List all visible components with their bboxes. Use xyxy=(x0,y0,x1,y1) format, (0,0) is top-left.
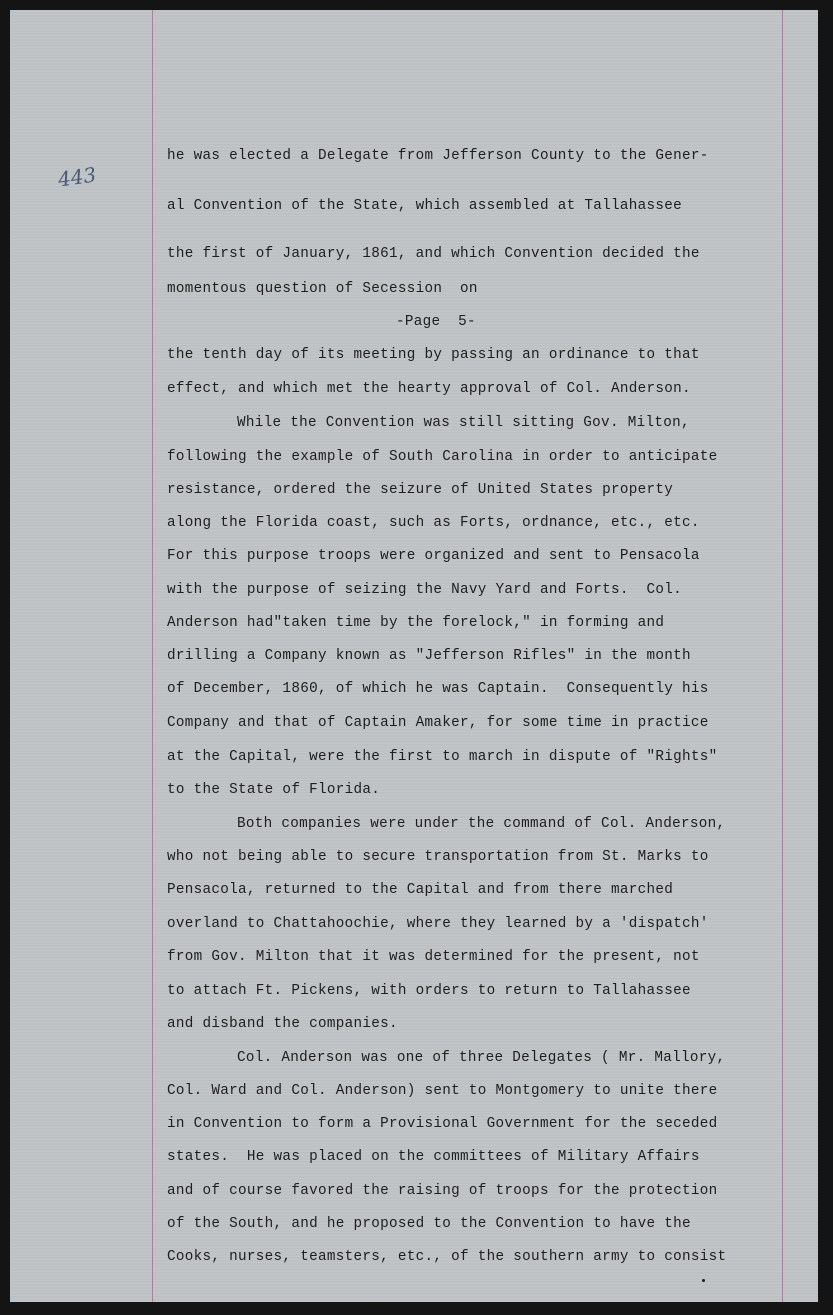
text-line: momentous question of Secession on xyxy=(167,281,478,297)
text-line: the first of January, 1861, and which Convention decided the xyxy=(167,246,700,262)
text-line: al Convention of the State, which assembled at Tallahassee xyxy=(167,198,683,214)
text-line: following the example of South Carolina in order to anticipate xyxy=(167,449,718,465)
text-line: resistance, ordered the seizure of United States property xyxy=(167,482,674,498)
text-line: at the Capital, were the first to march in dispute of "Rights" xyxy=(167,749,718,765)
text-line: of December, 1860, of which he was Captain. Consequently his xyxy=(167,681,709,697)
handwritten-page-number: 443 xyxy=(56,162,98,192)
text-line: Company and that of Captain Amaker, for some time in practice xyxy=(167,715,709,731)
text-line: Col. Anderson was one of three Delegates ( Mr. Mallory, xyxy=(237,1050,726,1066)
text-line: effect, and which met the hearty approval of Col. Anderson. xyxy=(167,381,691,397)
left-margin-rule xyxy=(152,10,153,1302)
text-line: of the South, and he proposed to the Convention to have the xyxy=(167,1216,691,1232)
text-line: Cooks, nurses, teamsters, etc., of the southern army to consist xyxy=(167,1249,727,1265)
text-line: and disband the companies. xyxy=(167,1016,398,1032)
text-line: Anderson had"taken time by the forelock," in forming and xyxy=(167,615,665,631)
text-line: and of course favored the raising of troops for the protection xyxy=(167,1183,718,1199)
text-line: in Convention to form a Provisional Government for the seceded xyxy=(167,1116,718,1132)
text-line: from Gov. Milton that it was determined for the present, not xyxy=(167,949,700,965)
text-line: with the purpose of seizing the Navy Yard and Forts. Col. xyxy=(167,582,683,598)
text-line: While the Convention was still sitting Gov. Milton, xyxy=(237,415,690,431)
ink-dot xyxy=(702,1279,705,1282)
right-margin-rule xyxy=(782,10,783,1302)
text-line: who not being able to secure transportation from St. Marks to xyxy=(167,849,709,865)
text-line: Pensacola, returned to the Capital and from there marched xyxy=(167,882,674,898)
text-line: the tenth day of its meeting by passing an ordinance to that xyxy=(167,347,700,363)
text-line: For this purpose troops were organized and sent to Pensacola xyxy=(167,548,700,564)
text-line: to attach Ft. Pickens, with orders to return to Tallahassee xyxy=(167,983,691,999)
typed-page xyxy=(10,10,818,1302)
text-line: Col. Ward and Col. Anderson) sent to Montgomery to unite there xyxy=(167,1083,718,1099)
text-line: Both companies were under the command of Col. Anderson, xyxy=(237,816,726,832)
page-marker: -Page 5- xyxy=(396,314,476,330)
text-line: to the State of Florida. xyxy=(167,782,381,798)
text-line: states. He was placed on the committees of Military Affairs xyxy=(167,1149,700,1165)
text-line: along the Florida coast, such as Forts, ordnance, etc., etc. xyxy=(167,515,700,531)
text-line: he was elected a Delegate from Jefferson County to the Gener- xyxy=(167,148,709,164)
text-line: drilling a Company known as "Jefferson Rifles" in the month xyxy=(167,648,691,664)
text-line: overland to Chattahoochie, where they learned by a 'dispatch' xyxy=(167,916,709,932)
